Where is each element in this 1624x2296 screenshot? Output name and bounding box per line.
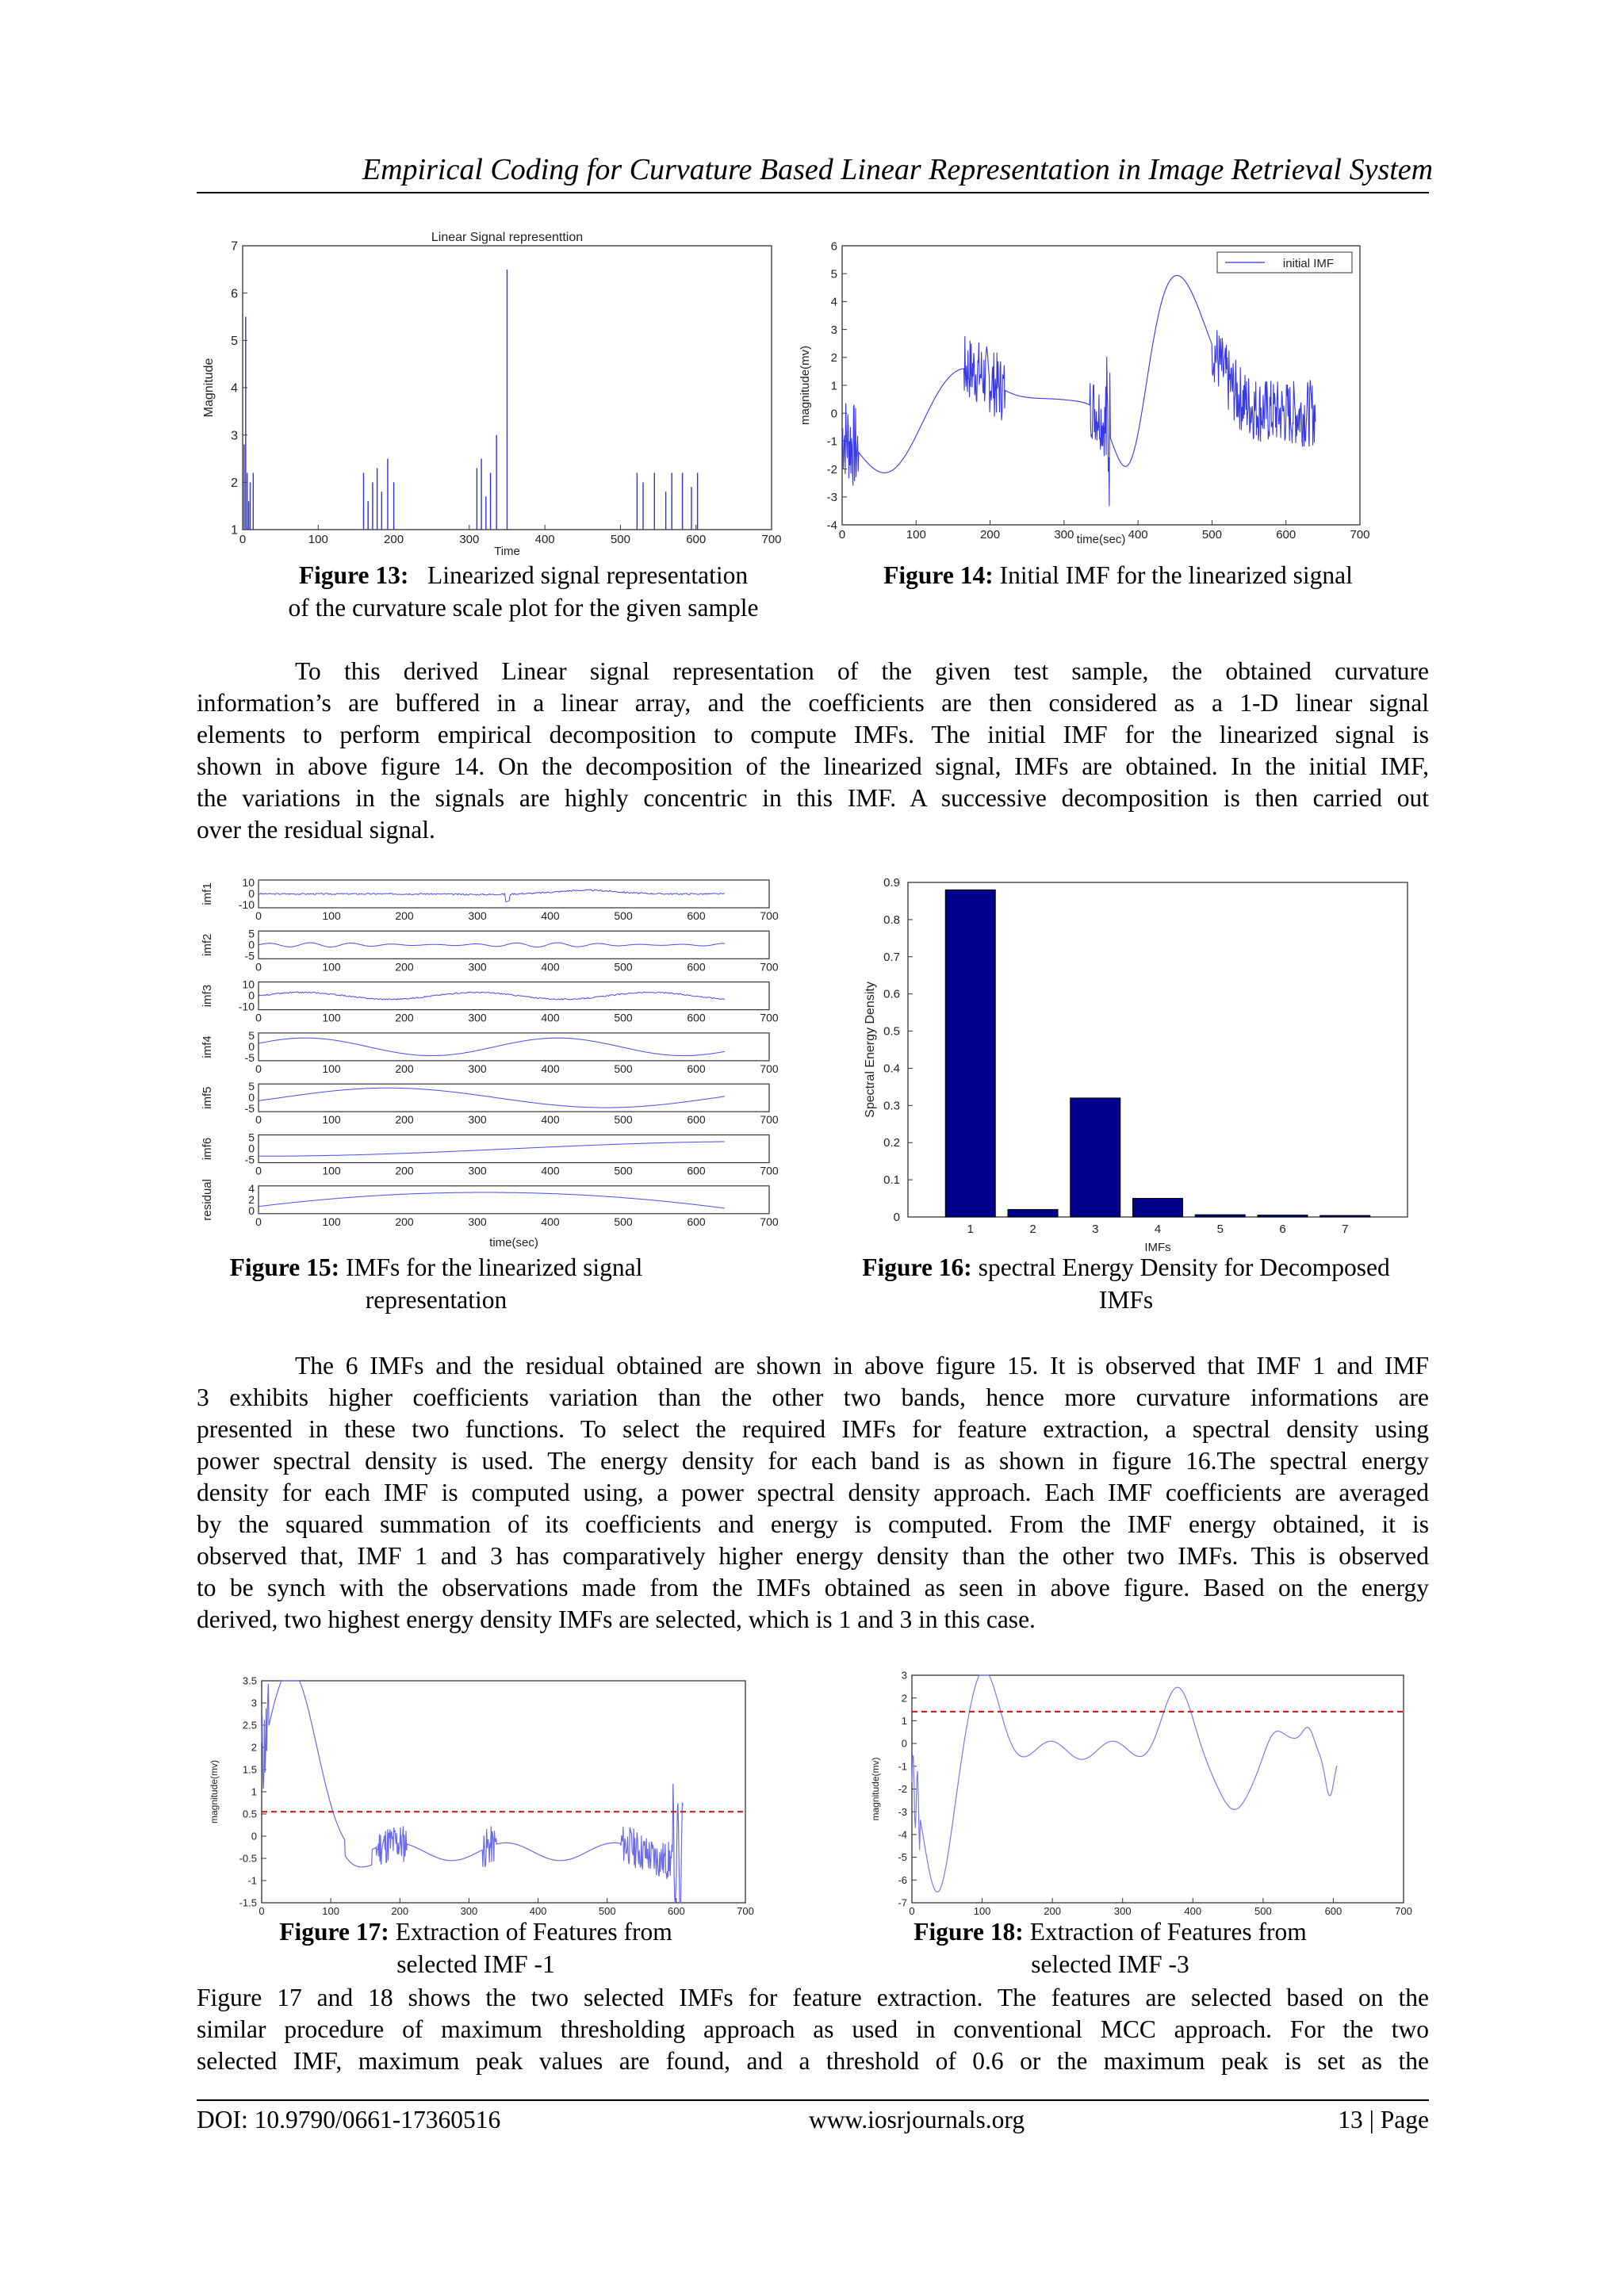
x-tick-label: 300 <box>468 1215 487 1228</box>
imf-line <box>259 1192 725 1208</box>
x-tick-label: 100 <box>322 1011 341 1024</box>
imf-series-line <box>262 1681 683 1903</box>
y-tick-label: -5 <box>244 1050 255 1064</box>
imf-line <box>259 1142 725 1156</box>
imf-series-line <box>912 1675 1337 1892</box>
figure-13-caption-1: Linearized signal representation <box>427 561 749 589</box>
panel-label: imf6 <box>201 1137 214 1161</box>
y-tick-label: 1 <box>901 1714 907 1727</box>
figure-16-caption-2: IMFs <box>1098 1286 1154 1314</box>
x-tick-label: 100 <box>322 1062 341 1075</box>
y-tick-label: 0 <box>248 1091 255 1104</box>
y-tick-label: 0 <box>248 989 255 1002</box>
x-tick-label: 500 <box>614 1164 633 1177</box>
y-tick-label: -4 <box>898 1828 907 1841</box>
x-tick-label: 100 <box>322 1113 341 1127</box>
y-tick-label: 0 <box>248 1039 255 1053</box>
x-tick-label: 1 <box>967 1223 974 1236</box>
x-tick-label: 400 <box>541 1062 560 1075</box>
paragraph-1 <box>197 656 1429 846</box>
x-tick-label: 0 <box>838 528 846 541</box>
y-tick-label: 0.7 <box>883 950 900 964</box>
x-tick-label: 600 <box>687 1215 706 1228</box>
p1-line: information’s are buffered in a linear array, and the coefficients are then considered as a 1-D linear signal <box>197 689 1429 717</box>
x-tick-label: 300 <box>460 1905 478 1917</box>
x-tick-label: 200 <box>395 1113 414 1127</box>
x-tick-label: 0 <box>255 960 262 974</box>
p1-line: shown in above figure 14. On the decomposition of the linearized signal, IMFs are obtained. In the initial IMF, <box>197 752 1429 780</box>
y-tick-label: -5 <box>244 1153 255 1166</box>
p3-line: Figure 17 and 18 shows the two selected IMFs for feature extraction. The features are selected based on the <box>197 1984 1429 2011</box>
p2-line: derived, two highest energy density IMFs are selected, which is 1 and 3 in this case. <box>197 1605 1036 1633</box>
x-tick-label: 100 <box>322 909 341 922</box>
figure-14 <box>793 230 1396 563</box>
x-tick-label: 100 <box>322 1164 341 1177</box>
x-tick-label: 100 <box>322 1215 341 1228</box>
imf-line <box>259 890 725 901</box>
figure-17-label: Figure 17: <box>279 1918 389 1946</box>
x-tick-label: 600 <box>687 1062 706 1075</box>
x-tick-label: 300 <box>468 1011 487 1024</box>
x-tick-label: 100 <box>308 533 328 546</box>
x-tick-label: 300 <box>468 960 487 974</box>
paragraph-3 <box>197 1982 1429 2077</box>
x-tick-label: 200 <box>395 909 414 922</box>
x-tick-label: 600 <box>668 1905 685 1917</box>
x-tick-label: 500 <box>614 909 633 922</box>
x-tick-label: 400 <box>541 960 560 974</box>
x-tick-label: 300 <box>468 909 487 922</box>
x-tick-label: 200 <box>384 533 404 546</box>
y-tick-label: 2 <box>248 1192 255 1206</box>
y-tick-label: 1 <box>830 379 837 393</box>
y-tick-label: 1 <box>231 523 238 538</box>
y-tick-label: -5 <box>898 1851 907 1864</box>
y-tick-label: 5 <box>830 267 837 281</box>
y-tick-label: 4 <box>231 381 238 396</box>
x-tick-label: 300 <box>459 533 480 546</box>
figure-13 <box>197 230 799 563</box>
y-tick-label: 2 <box>251 1741 257 1754</box>
chart-title: Linear Signal representtion <box>431 231 584 244</box>
x-tick-label: 0 <box>255 1113 262 1127</box>
figure-15-chart <box>197 872 799 1253</box>
y-tick-label: 2 <box>901 1692 907 1705</box>
y-tick-label: 0 <box>248 1142 255 1155</box>
panel-label: imf2 <box>201 933 214 956</box>
imf-line <box>259 1038 725 1055</box>
x-tick-label: 400 <box>541 909 560 922</box>
figure-14-caption <box>841 559 1396 591</box>
x-tick-label: 600 <box>687 1011 706 1024</box>
p1-line: the variations in the signals are highly concentric in this IMF. A successive decomposition is then carried out <box>197 784 1429 812</box>
y-tick-label: -4 <box>826 519 837 533</box>
footer-page-number: 13 | Page <box>1338 2106 1429 2133</box>
y-tick-label: 0 <box>901 1737 907 1750</box>
figure-13-caption-2: of the curvature scale plot for the given sample <box>288 594 759 622</box>
y-tick-label: -3 <box>826 491 837 505</box>
x-tick-label: 200 <box>395 1164 414 1177</box>
bar <box>1195 1215 1245 1217</box>
x-axis-label: time(sec) <box>1076 533 1126 546</box>
y-tick-label: 5 <box>248 1028 255 1042</box>
y-axis-label: Magnitude <box>202 358 216 418</box>
y-tick-label: 3 <box>251 1697 257 1709</box>
x-axis-label: Time <box>494 545 520 558</box>
y-tick-label: 0.5 <box>242 1808 257 1820</box>
y-axis-label: magnitude(mv) <box>799 345 812 426</box>
figure-16 <box>833 868 1419 1257</box>
y-tick-label: -1 <box>826 434 837 449</box>
x-tick-label: 300 <box>468 1062 487 1075</box>
x-tick-label: 200 <box>395 960 414 974</box>
y-tick-label: -1 <box>898 1760 907 1773</box>
x-tick-label: 200 <box>391 1905 409 1917</box>
y-tick-label: 0.1 <box>883 1173 900 1188</box>
figure-15-caption-1: IMFs for the linearized signal <box>346 1253 643 1281</box>
imf-panel-frame <box>259 1033 769 1061</box>
p3-line: similar procedure of maximum thresholding approach as used in conventional MCC approach. For the two <box>197 2015 1429 2043</box>
x-tick-label: 5 <box>1216 1223 1224 1236</box>
x-tick-label: 400 <box>529 1905 547 1917</box>
figure-15-caption-2: representation <box>365 1286 508 1314</box>
y-tick-label: -10 <box>238 898 255 911</box>
x-tick-label: 500 <box>614 1113 633 1127</box>
x-tick-label: 500 <box>614 1011 633 1024</box>
bar <box>1133 1199 1183 1217</box>
y-tick-label: -2 <box>826 462 837 476</box>
y-tick-label: 5 <box>248 927 255 940</box>
x-tick-label: 2 <box>1029 1223 1036 1236</box>
y-tick-label: -2 <box>898 1783 907 1796</box>
figure-13-label: Figure 13: <box>298 561 409 589</box>
x-tick-label: 400 <box>541 1164 560 1177</box>
x-tick-label: 7 <box>1342 1223 1349 1236</box>
x-tick-label: 0 <box>255 1215 262 1228</box>
x-tick-label: 400 <box>534 533 555 546</box>
x-tick-label: 500 <box>1254 1905 1272 1917</box>
x-tick-label: 400 <box>1184 1905 1202 1917</box>
p1-line: elements to perform empirical decomposition to compute IMFs. The initial IMF for the linearized signal is <box>197 721 1429 748</box>
y-tick-label: 7 <box>231 239 238 254</box>
p2-line: The 6 IMFs and the residual obtained are shown in above figure 15. It is observed that IMF 1 and IMF <box>295 1352 1429 1380</box>
figure-17-chart <box>198 1665 769 1927</box>
x-tick-label: 200 <box>395 1062 414 1075</box>
p2-line: 3 exhibits higher coefficients variation than the other two bands, hence more curvature informations are <box>197 1383 1429 1411</box>
panel-label: imf3 <box>201 984 214 1008</box>
y-tick-label: 10 <box>242 978 255 991</box>
x-tick-label: 700 <box>737 1905 754 1917</box>
y-tick-label: -5 <box>244 949 255 962</box>
y-tick-label: 0.9 <box>883 876 900 890</box>
bar <box>1320 1215 1370 1217</box>
bar <box>1071 1098 1120 1217</box>
figure-17 <box>198 1665 769 1927</box>
p3-line: selected IMF, maximum peak values are found, and a threshold of 0.6 or the maximum peak is set as the <box>197 2047 1429 2075</box>
legend-label: initial IMF <box>1282 257 1335 270</box>
y-axis-label: Spectral Energy Density <box>864 982 877 1118</box>
x-tick-label: 400 <box>541 1011 560 1024</box>
y-tick-label: -6 <box>898 1873 907 1886</box>
x-tick-label: 500 <box>614 1062 633 1075</box>
x-tick-label: 700 <box>760 909 779 922</box>
x-tick-label: 100 <box>906 528 926 541</box>
x-tick-label: 0 <box>255 1164 262 1177</box>
x-tick-label: 700 <box>1350 528 1370 541</box>
footer-website: www.iosrjournals.org <box>809 2106 1025 2133</box>
x-tick-label: 200 <box>980 528 1001 541</box>
y-tick-label: -1 <box>247 1874 257 1887</box>
x-tick-label: 0 <box>909 1905 915 1917</box>
x-tick-label: 4 <box>1154 1223 1162 1236</box>
y-tick-label: 1.5 <box>242 1763 257 1776</box>
x-tick-label: 100 <box>322 1905 339 1917</box>
y-tick-label: 5 <box>231 334 238 348</box>
x-tick-label: 300 <box>1054 528 1074 541</box>
bar <box>945 890 995 1217</box>
x-tick-label: 700 <box>760 1164 779 1177</box>
y-tick-label: 6 <box>830 239 837 254</box>
p2-line: by the squared summation of its coefficients and energy is computed. From the IMF energy obtained, it is <box>197 1510 1429 1538</box>
panel-label: imf5 <box>201 1086 214 1109</box>
y-axis-label: magnitude(mv) <box>870 1757 881 1821</box>
figure-13-caption <box>238 559 809 624</box>
x-tick-label: 500 <box>598 1905 616 1917</box>
figure-14-label: Figure 14: <box>883 561 994 589</box>
y-tick-label: 4 <box>248 1181 255 1195</box>
x-tick-label: 600 <box>687 960 706 974</box>
x-tick-label: 300 <box>1113 1905 1132 1917</box>
figure-18-chart <box>864 1661 1419 1927</box>
figure-16-label: Figure 16: <box>862 1253 972 1281</box>
figure-14-chart <box>793 230 1396 563</box>
x-tick-label: 100 <box>322 960 341 974</box>
x-tick-label: 0 <box>259 1905 265 1917</box>
bar <box>1258 1215 1308 1217</box>
y-tick-label: -0.5 <box>239 1852 257 1865</box>
x-tick-label: 700 <box>761 533 782 546</box>
y-tick-label: 3.5 <box>242 1674 257 1687</box>
x-tick-label: 600 <box>687 1164 706 1177</box>
x-tick-label: 600 <box>686 533 707 546</box>
x-tick-label: 0 <box>255 909 262 922</box>
p1-line: To this derived Linear signal representation of the given test sample, the obtained curvature <box>295 657 1429 685</box>
figure-16-caption <box>825 1251 1427 1316</box>
y-tick-label: 0.2 <box>883 1136 900 1150</box>
y-tick-label: 0 <box>893 1211 900 1224</box>
y-tick-label: 5 <box>248 1080 255 1093</box>
figure-18-caption-1: Extraction of Features from <box>1029 1918 1307 1946</box>
y-tick-label: -5 <box>244 1102 255 1115</box>
y-tick-label: 0.5 <box>883 1024 900 1039</box>
x-tick-label: 300 <box>468 1164 487 1177</box>
x-tick-label: 700 <box>760 1215 779 1228</box>
figure-15 <box>197 872 799 1253</box>
footer-doi: DOI: 10.9790/0661-17360516 <box>197 2106 501 2133</box>
y-tick-label: 0 <box>830 407 837 421</box>
x-tick-label: 700 <box>1395 1905 1412 1917</box>
x-tick-label: 600 <box>687 1113 706 1127</box>
y-tick-label: 0.4 <box>883 1062 900 1076</box>
footer-rule <box>197 2099 1429 2101</box>
x-tick-label: 0 <box>255 1062 262 1075</box>
x-tick-label: 3 <box>1092 1223 1099 1236</box>
bar <box>1008 1210 1058 1217</box>
paragraph-2 <box>197 1350 1429 1636</box>
x-tick-label: 700 <box>760 960 779 974</box>
figure-16-chart <box>833 868 1419 1257</box>
y-tick-label: 2 <box>830 351 837 365</box>
y-tick-label: -3 <box>898 1805 907 1818</box>
y-tick-label: 3 <box>830 323 837 337</box>
plot-frame <box>912 1675 1404 1903</box>
y-tick-label: 4 <box>830 295 837 309</box>
figure-18 <box>864 1661 1419 1927</box>
y-tick-label: 6 <box>231 287 238 301</box>
p1-line: over the residual signal. <box>197 816 435 844</box>
y-tick-label: 0 <box>248 1203 255 1217</box>
y-tick-label: 0 <box>248 887 255 900</box>
figure-18-caption <box>888 1915 1332 1980</box>
y-axis-label: magnitude(mv) <box>209 1759 220 1824</box>
y-tick-label: 0.8 <box>883 913 900 927</box>
p2-line: to be synch with the observations made from the IMFs obtained as seen in above figure. Based on the energy <box>197 1574 1429 1601</box>
x-tick-label: 600 <box>687 909 706 922</box>
running-header: Empirical Coding for Curvature Based Linear Representation in Image Retrieval System <box>362 153 1434 186</box>
x-tick-label: 400 <box>1128 528 1148 541</box>
x-tick-label: 500 <box>1201 528 1222 541</box>
x-tick-label: 200 <box>1044 1905 1061 1917</box>
x-tick-label: 500 <box>614 1215 633 1228</box>
p2-line: presented in these two functions. To select the required IMFs for feature extraction, a spectral density using <box>197 1415 1429 1443</box>
imf-line <box>259 992 725 1000</box>
panel-label: imf1 <box>201 882 214 905</box>
y-tick-label: -10 <box>238 1000 255 1013</box>
panel-label: imf4 <box>201 1035 214 1058</box>
y-tick-label: 10 <box>242 876 255 889</box>
figure-15-caption <box>198 1251 674 1316</box>
figure-17-caption-1: Extraction of Features from <box>395 1918 672 1946</box>
x-tick-label: 0 <box>255 1011 262 1024</box>
imf-line <box>259 943 725 947</box>
x-tick-label: 500 <box>610 533 630 546</box>
figure-14-caption-text: Initial IMF for the linearized signal <box>999 561 1353 589</box>
panel-label: residual <box>201 1179 214 1221</box>
p2-line: power spectral density is used. The energy density for each band is as shown in figure 16.The spectral energy <box>197 1447 1429 1475</box>
x-tick-label: 700 <box>760 1011 779 1024</box>
imf-line <box>259 1088 725 1108</box>
figure-17-caption-2: selected IMF -1 <box>396 1950 555 1978</box>
y-tick-label: 1 <box>251 1785 257 1798</box>
y-tick-label: 2.5 <box>242 1719 257 1732</box>
p2-line: density for each IMF is computed using, a power spectral density approach. Each IMF coefficients are averaged <box>197 1479 1429 1506</box>
imf-panel-frame <box>259 1186 769 1214</box>
x-tick-label: 100 <box>973 1905 991 1917</box>
x-tick-label: 500 <box>614 960 633 974</box>
y-tick-label: -1.5 <box>239 1896 257 1909</box>
x-tick-label: 700 <box>760 1062 779 1075</box>
x-tick-label: 600 <box>1276 528 1297 541</box>
x-tick-label: 200 <box>395 1215 414 1228</box>
y-tick-label: 3 <box>231 429 238 443</box>
y-tick-label: 0.6 <box>883 987 900 1001</box>
y-tick-label: 2 <box>231 476 238 490</box>
x-tick-label: 400 <box>541 1215 560 1228</box>
figure-16-caption-1: spectral Energy Density for Decomposed <box>978 1253 1390 1281</box>
x-tick-label: 200 <box>395 1011 414 1024</box>
figure-13-chart <box>197 230 799 563</box>
imf-panel-frame <box>259 1084 769 1112</box>
figure-17-caption <box>238 1915 714 1980</box>
p2-line: observed that, IMF 1 and 3 has comparatively higher energy density than the other two IMFs. This is observed <box>197 1542 1429 1570</box>
x-tick-label: 300 <box>468 1113 487 1127</box>
x-tick-label: 700 <box>760 1113 779 1127</box>
y-tick-label: 0 <box>251 1830 257 1843</box>
plot-frame <box>842 246 1360 525</box>
x-tick-label: 0 <box>239 533 247 546</box>
y-tick-label: -7 <box>898 1896 907 1909</box>
imf-series-line <box>842 276 1316 507</box>
header-rule <box>197 192 1429 193</box>
y-tick-label: 3 <box>901 1669 907 1682</box>
x-axis-label: time(sec) <box>489 1236 538 1249</box>
y-tick-label: 0 <box>248 938 255 951</box>
x-axis-label: IMFs <box>1144 1241 1171 1254</box>
figure-18-caption-2: selected IMF -3 <box>1031 1950 1189 1978</box>
figure-15-label: Figure 15: <box>229 1253 340 1281</box>
x-tick-label: 400 <box>541 1113 560 1127</box>
x-tick-label: 600 <box>1324 1905 1342 1917</box>
x-tick-label: 6 <box>1279 1223 1286 1236</box>
y-tick-label: 5 <box>248 1131 255 1144</box>
figure-18-label: Figure 18: <box>914 1918 1024 1946</box>
y-tick-label: 0.3 <box>883 1099 900 1113</box>
